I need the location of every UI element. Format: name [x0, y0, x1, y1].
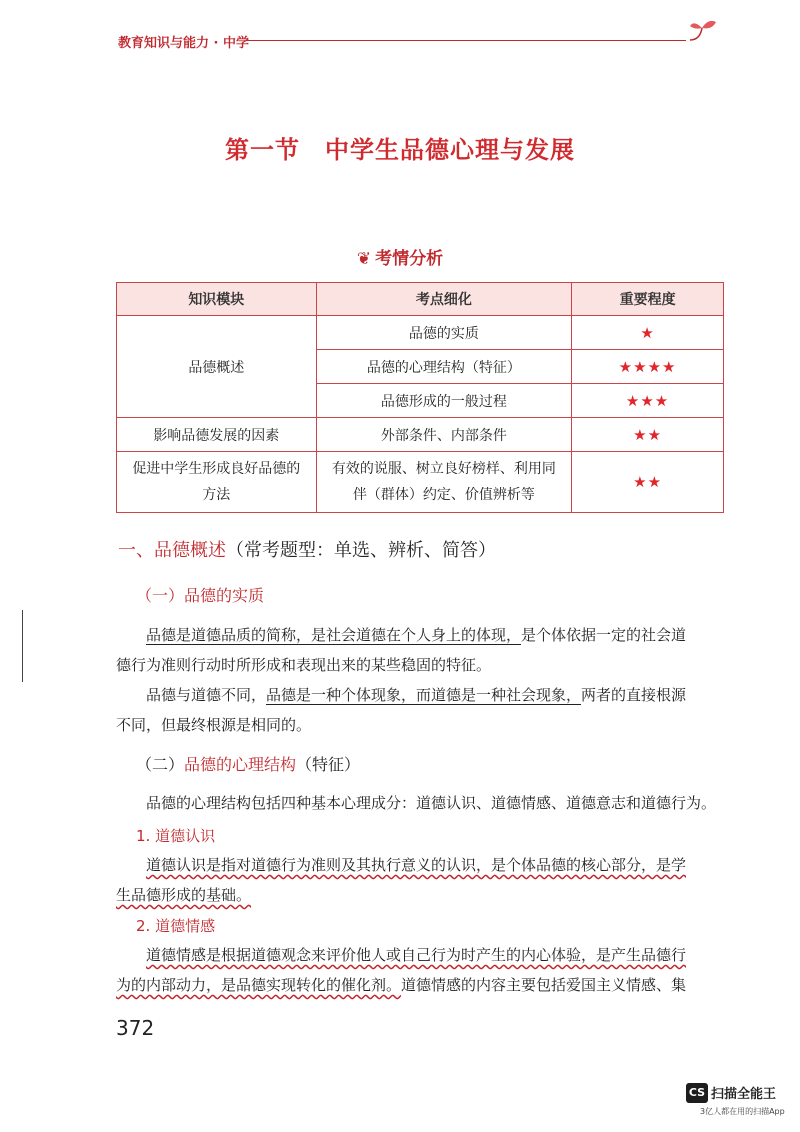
running-header: 教育知识与能力 · 中学 [118, 36, 249, 51]
column-header: 重要程度 [572, 283, 724, 316]
text-span: 品德与道德不同， [146, 686, 267, 704]
point-cell: 外部条件、内部条件 [316, 418, 572, 452]
paragraph-line: 不同，但最终根源是相同的。 [116, 716, 312, 734]
point-cell [316, 452, 572, 513]
text-span: 是个体依据一定的社会道 [521, 626, 687, 644]
watermark-name: 扫描全能王 [711, 1087, 777, 1102]
camscanner-logo-icon: CS [686, 1083, 708, 1103]
table-row [117, 452, 724, 513]
paragraph-structure [116, 788, 728, 818]
importance-stars: ★★★★ [572, 350, 724, 384]
table-row [117, 418, 724, 452]
page-number: 372 [116, 1016, 155, 1040]
subheading-moral-cognition: 1. 道德认识 [136, 827, 216, 845]
importance-stars: ★★ [572, 452, 724, 513]
text-span: 两者的直接根源 [581, 686, 687, 704]
point-cell: 品德的心理结构（特征） [316, 350, 572, 384]
heading-level-1 [118, 536, 496, 562]
module-cell: 影响品德发展的因素 [117, 418, 317, 452]
exam-analysis-table [116, 282, 724, 513]
sprout-icon: ❦ [356, 249, 372, 269]
wavy-underlined-text: 生品德形成的基础。 [116, 886, 252, 904]
watermark-slogan: 3亿人都在用的扫描App [700, 1107, 785, 1116]
wavy-underlined-text: 道德情感是根据道德观念来评价他人或自己行为时产生的内心体验，是产生品德行 [146, 946, 687, 964]
heading-title: 品德概述 [154, 540, 226, 561]
point-cell: 品德形成的一般过程 [316, 384, 572, 418]
table-row [117, 316, 724, 350]
paragraph-line [116, 880, 728, 910]
underlined-text: 品德是道德品质的简称，是社会道德在个人身上的体现， [146, 626, 522, 644]
module-cell: 品德概述 [117, 316, 317, 418]
subheading-moral-emotion: 2. 道德情感 [136, 917, 216, 935]
point-cell: 品德的实质 [316, 316, 572, 350]
paragraph-essence [116, 620, 728, 740]
heading-note: （常考题型：单选、辨析、简答） [226, 540, 496, 561]
paragraph-line: 品德的心理结构包括四种基本心理成分：道德认识、道德情感、道德意志和道德行为。 [146, 794, 717, 812]
wavy-underlined-text: 道德认识是指对道德行为准则及其执行意义的认识，是个体品德的核心部分，是学 [146, 856, 687, 874]
subheading-title: 品德的心理结构 [184, 755, 297, 774]
module-line: 方法 [202, 487, 231, 503]
importance-stars: ★★ [572, 418, 724, 452]
subheading-number: （二） [136, 755, 185, 774]
column-header: 知识模块 [117, 283, 317, 316]
paragraph-moral-emotion [116, 940, 728, 1000]
column-header: 考点细化 [316, 283, 572, 316]
paragraph-line [116, 680, 728, 710]
margin-mark [22, 610, 23, 682]
heading-number: 一、 [118, 540, 154, 561]
paragraph-line [116, 620, 728, 650]
paragraph-line [116, 970, 728, 1000]
table-header-row [117, 283, 724, 316]
analysis-heading-text: 考情分析 [375, 249, 444, 269]
point-line: 有效的说服、树立良好榜样、利用同 [331, 461, 556, 477]
paragraph-moral-cognition [116, 850, 728, 910]
point-line: 伴（群体）约定、价值辨析等 [352, 487, 535, 503]
subheading-suffix: （特征） [296, 755, 361, 774]
paragraph-line [116, 850, 728, 880]
underlined-text: 品德是一种个体现象，而道德是一种社会现象， [266, 686, 582, 704]
analysis-heading [0, 244, 800, 269]
text-span: 道德情感的内容主要包括爱国主义情感、集 [401, 976, 687, 994]
subheading-essence: （一）品德的实质 [136, 586, 265, 605]
module-cell [117, 452, 317, 513]
sprout-icon [686, 16, 720, 46]
module-line: 促进中学生形成良好品德的 [132, 461, 301, 477]
paragraph-line: 德行为准则行动时所形成和表现出来的某些稳固的特征。 [116, 656, 492, 674]
header-rule [246, 40, 686, 41]
wavy-underlined-text: 为的内部动力，是品德实现转化的催化剂。 [116, 976, 402, 994]
importance-stars: ★ [572, 316, 724, 350]
scanner-watermark [686, 1082, 776, 1103]
paragraph-line [116, 940, 728, 970]
section-title: 第一节 中学生品德心理与发展 [225, 136, 575, 164]
importance-stars: ★★★ [572, 384, 724, 418]
subheading-structure [136, 752, 360, 775]
